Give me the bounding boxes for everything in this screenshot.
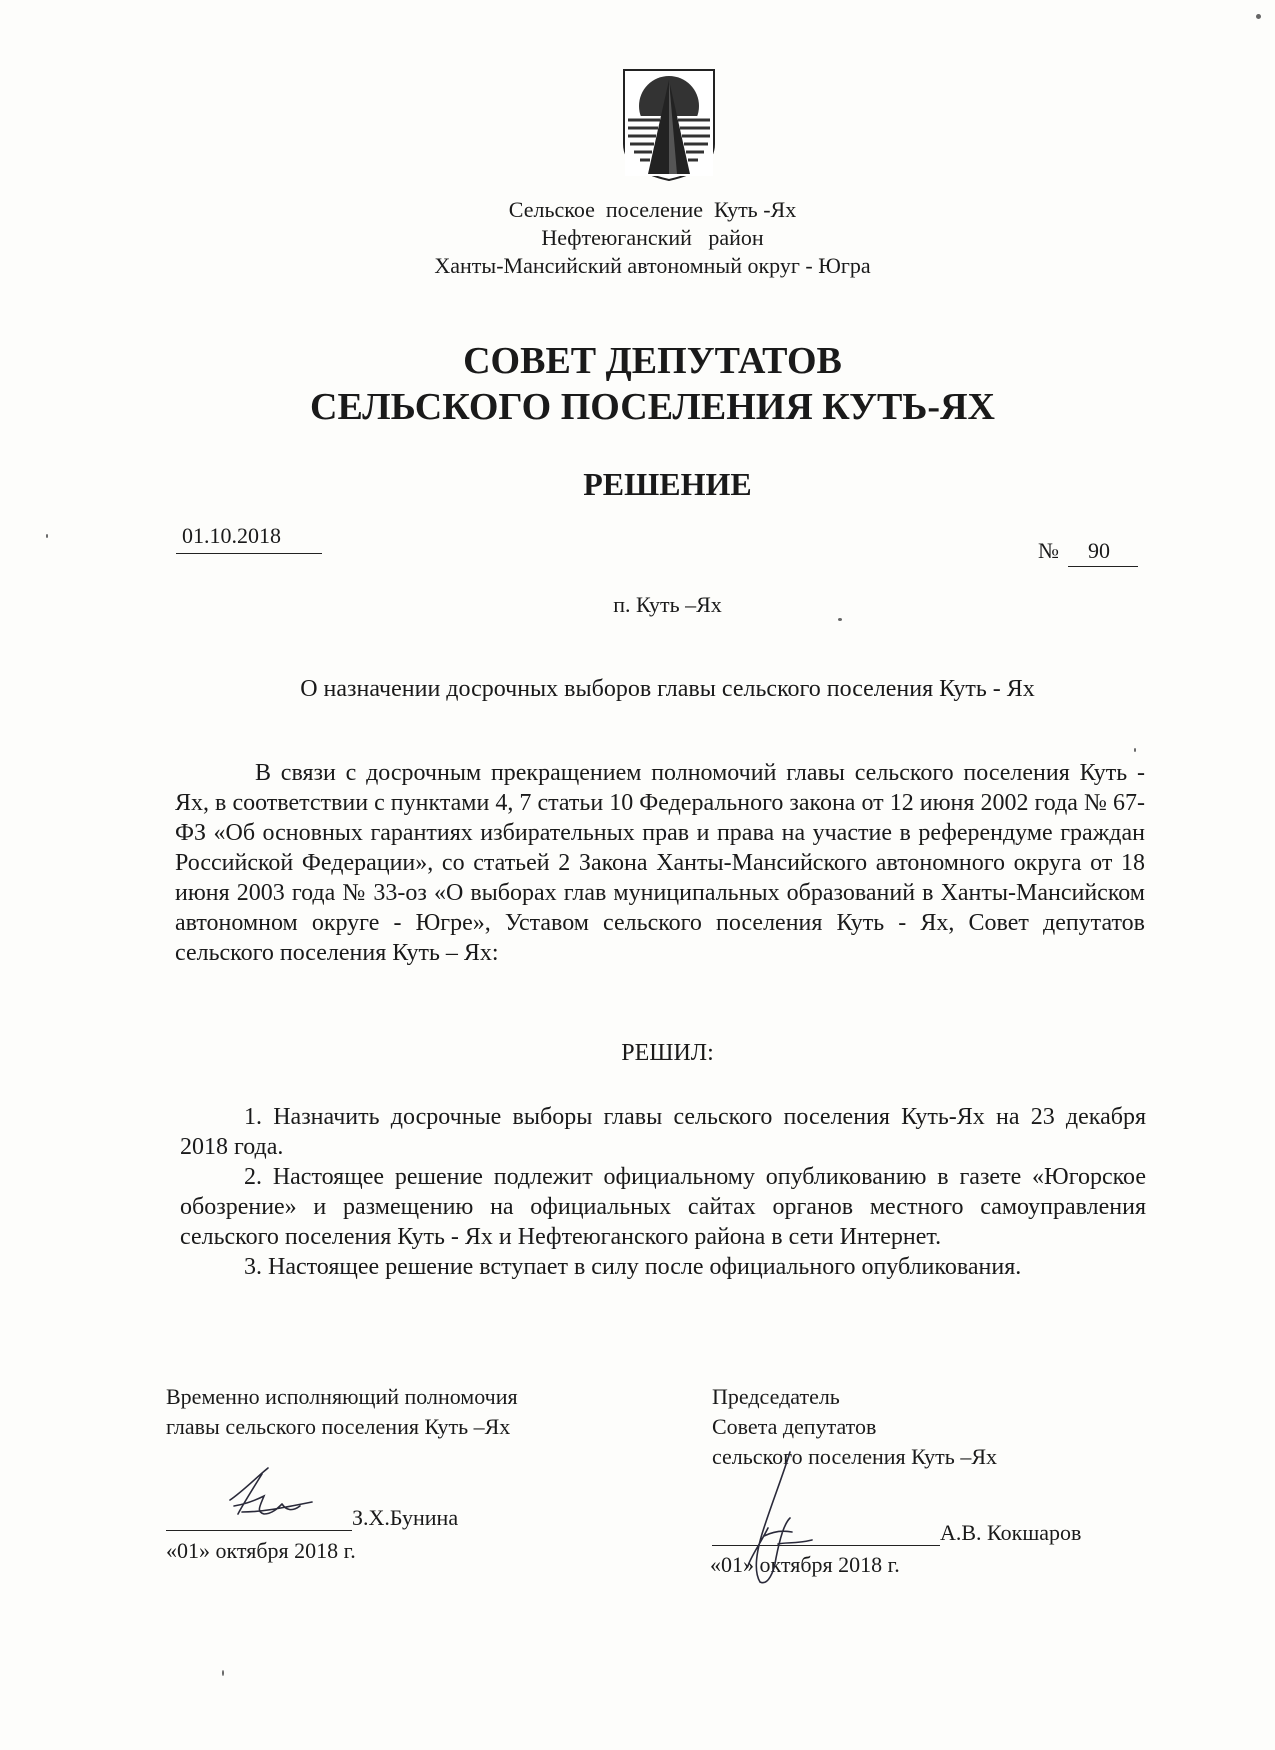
resolution-item-3: 3. Настоящее решение вступает в силу после официального опубликования. <box>244 1254 1022 1280</box>
resolution-items <box>180 1102 1146 1282</box>
scan-speck <box>1256 14 1261 19</box>
council-title-line2: СЕЛЬСКОГО ПОСЕЛЕНИЯ КУТЬ-ЯХ <box>310 386 995 428</box>
decision-date: 01.10.2018 <box>182 523 281 548</box>
decision-number: 90 <box>1088 538 1110 563</box>
signature-left-title-line1: Временно исполняющий полномочия <box>166 1384 518 1409</box>
decision-title: РЕШЕНИЕ <box>583 466 752 502</box>
date-underline <box>176 553 322 554</box>
header-line-region: Ханты-Мансийский автономный округ - Югра <box>434 253 871 278</box>
signature-left-name: З.Х.Бунина <box>352 1505 459 1530</box>
signature-left-date: «01» октября 2018 г. <box>166 1538 356 1563</box>
resolution-item-1: 1. Назначить досрочные выборы главы сельского поселения Куть-Ях на 23 декабря 2018 года. <box>180 1104 1146 1160</box>
number-label: № <box>1038 538 1059 563</box>
scan-speck <box>222 1670 224 1676</box>
council-title-line1: СОВЕТ ДЕПУТАТОВ <box>463 340 842 382</box>
signature-right-title-line2: Совета депутатов <box>712 1414 877 1439</box>
header-line-district: Нефтеюганский район <box>541 225 764 250</box>
handwritten-signature-right-icon <box>720 1448 840 1588</box>
handwritten-signature-left-icon <box>212 1462 322 1528</box>
preamble-paragraph: В связи с досрочным прекращением полномочий главы сельского поселения Куть - Ях, в соответствии с пунктами 4, 7 статьи 10 Федерального закона от 12 июня 2002 года № 67-ФЗ «Об основных гарантиях избирательных прав и права на участие в референдуме граждан Российской Федерации», со статьей 2 Закона Ханты-Мансийского автономного округа от 18 июня 2003 года № 33-оз «О выборах глав муниципальных образований в Ханты-Мансийском автономном округе - Югре», Уставом сельского поселения Куть - Ях, Совет депутатов сельского поселения Куть – Ях: <box>175 760 1145 966</box>
decision-place: п. Куть –Ях <box>613 592 722 617</box>
signature-right-title-line3: сельского поселения Куть –Ях <box>712 1444 997 1469</box>
signature-right-title-line1: Председатель <box>712 1384 840 1409</box>
scan-speck <box>838 618 842 621</box>
preamble <box>175 758 1145 968</box>
coat-of-arms-emblem-icon <box>620 66 718 182</box>
resolved-heading: РЕШИЛ: <box>621 1040 714 1066</box>
header-line-settlement: Сельское поселение Куть -Ях <box>508 197 797 222</box>
signature-right-name: А.В. Кокшаров <box>940 1520 1082 1545</box>
number-underline <box>1068 566 1138 567</box>
municipality-header <box>0 196 1275 280</box>
resolution-item-2: 2. Настоящее решение подлежит официальному опубликованию в газете «Югорское обозрение» и размещению на официальных сайтах органов местного самоуправления сельского поселения Куть - Ях и Нефтеюганского района в сети Интернет. <box>180 1164 1146 1250</box>
signature-left-title-line2: главы сельского поселения Куть –Ях <box>166 1414 511 1439</box>
decision-subject: О назначении досрочных выборов главы сельского поселения Куть - Ях <box>300 676 1035 702</box>
scan-speck <box>1134 748 1136 752</box>
scan-speck <box>46 534 48 538</box>
signature-right-date: «01» октября 2018 г. <box>710 1552 900 1577</box>
council-title <box>0 338 1275 430</box>
signature-left-title <box>166 1382 518 1442</box>
